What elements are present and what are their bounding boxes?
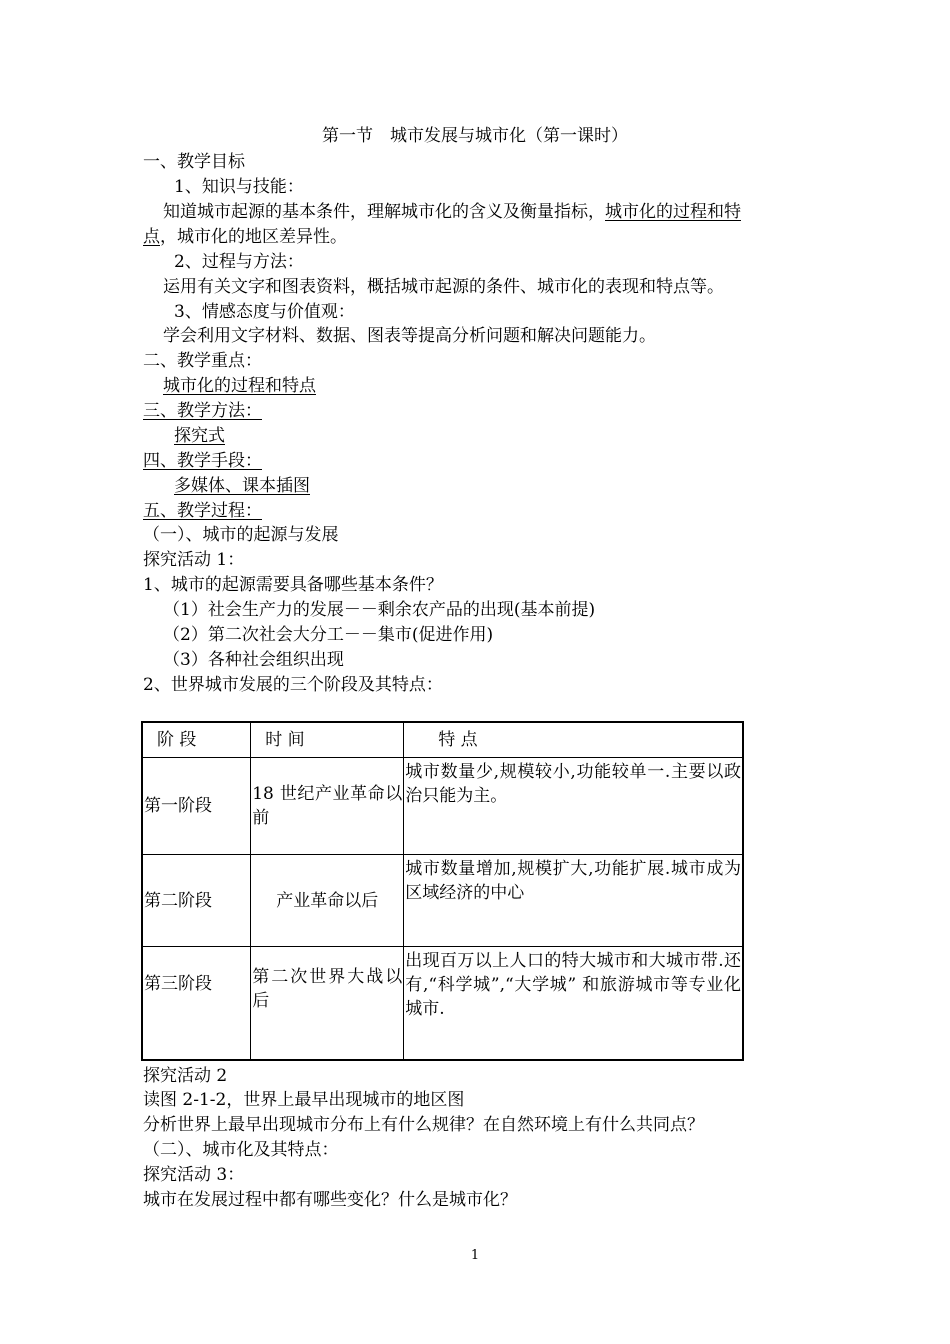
time-cell: 第二次世界大战以后 — [251, 947, 404, 1060]
time-cell: 18 世纪产业革命以前 — [251, 758, 404, 855]
knowledge-skills-heading: 1、知识与技能： — [174, 177, 304, 197]
read-figure-text: 读图 2-1-2，世界上最早出现城市的地区图 — [143, 1090, 465, 1110]
page-title: 第一节 城市发展与城市化（第一课时） — [322, 126, 628, 146]
feature-cell: 出现百万以上人口的特大城市和大城市带.还有,“科学城”,“大学城” 和旅游城市等专业化城市. — [404, 947, 743, 1060]
stage-cell: 第三阶段 — [142, 947, 251, 1060]
knowledge-text-underlined: 城市化的过程和特 — [605, 202, 741, 222]
part1-heading: （一）、城市的起源与发展 — [143, 525, 339, 545]
means-text: 多媒体、课本插图 — [174, 476, 310, 496]
process-methods-heading: 2、过程与方法： — [174, 252, 304, 272]
key-points-heading: 二、教学重点： — [143, 351, 262, 371]
attitude-values-text: 学会利用文字材料、数据、图表等提高分析问题和解决问题能力。 — [163, 326, 656, 346]
feature-cell: 城市数量增加,规模扩大,功能扩展.城市成为区域经济的中心 — [404, 855, 743, 947]
knowledge-skills-line1 — [163, 200, 741, 224]
page-number: 1 — [470, 1248, 480, 1263]
knowledge-text-d: ，城市化的地区差异性。 — [160, 227, 347, 247]
means-heading: 四、教学手段： — [143, 451, 262, 471]
process-heading: 五、教学过程： — [143, 501, 262, 521]
question1-item: （1）社会生产力的发展－－剩余农产品的出现(基本前提) — [163, 600, 596, 620]
key-points-text: 城市化的过程和特点 — [163, 376, 316, 396]
methods-heading: 三、教学方法： — [143, 401, 262, 421]
question1: 1、城市的起源需要具备哪些基本条件？ — [143, 575, 443, 595]
city-development-stages-table — [141, 721, 744, 1061]
knowledge-text-a: 知道城市起源的基本条件，理解城市化的含义及衡量指标， — [163, 202, 605, 222]
activity3-heading: 探究活动 3： — [143, 1165, 245, 1185]
knowledge-text-underlined-end: 点 — [143, 227, 160, 247]
attitude-values-heading: 3、情感态度与价值观： — [174, 302, 355, 322]
question3: 城市在发展过程中都有哪些变化？什么是城市化？ — [143, 1190, 517, 1210]
process-methods-text: 运用有关文字和图表资料，概括城市起源的条件、城市化的表现和特点等。 — [163, 277, 724, 297]
table-row — [142, 947, 743, 1060]
table-header-stage: 阶 段 — [142, 722, 251, 758]
part2-heading: （二）、城市化及其特点： — [143, 1140, 339, 1160]
table-row — [142, 855, 743, 947]
activity1-heading: 探究活动 1： — [143, 550, 245, 570]
table-header-row — [142, 722, 743, 758]
feature-cell: 城市数量少,规模较小,功能较单一.主要以政治只能为主。 — [404, 758, 743, 855]
knowledge-skills-line2 — [143, 225, 347, 249]
table-header-feature: 特 点 — [404, 722, 743, 758]
stage-cell: 第一阶段 — [142, 758, 251, 855]
question1-item: （2）第二次社会大分工－－集市(促进作用) — [163, 625, 494, 645]
analyze-question: 分析世界上最早出现城市分布上有什么规律？在自然环境上有什么共同点？ — [143, 1115, 704, 1135]
time-cell: 产业革命以后 — [251, 855, 404, 947]
table-row — [142, 758, 743, 855]
table-header-time: 时 间 — [251, 722, 404, 758]
objectives-heading: 一、教学目标 — [143, 152, 245, 172]
methods-text: 探究式 — [174, 426, 225, 446]
question1-item: （3）各种社会组织出现 — [163, 650, 344, 670]
stage-cell: 第二阶段 — [142, 855, 251, 947]
question2: 2、世界城市发展的三个阶段及其特点： — [143, 675, 443, 695]
activity2-heading: 探究活动 2 — [143, 1066, 228, 1086]
